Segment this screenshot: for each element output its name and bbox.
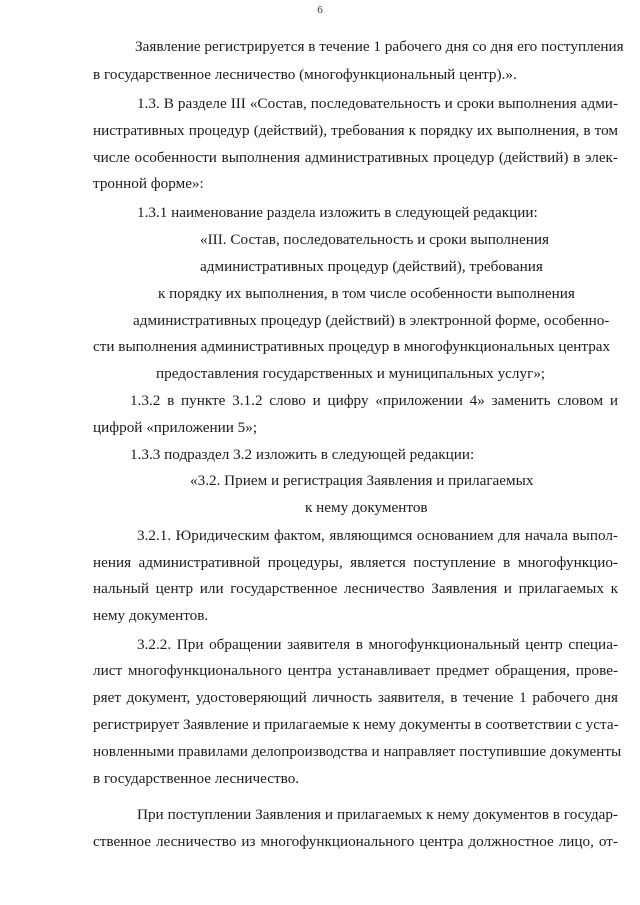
page-number: 6 (317, 4, 323, 16)
quoted-heading-line: сти выполнения административных процедур в многофункциональных центрах (93, 338, 611, 355)
quoted-heading-line: «3.2. Прием и регистрация Заявления и прилагаемых (190, 472, 534, 489)
text-line: ряет документ, удостоверяющий личность заявителя, в течение 1 рабочего дня (93, 689, 618, 706)
text-line: нему документов. (93, 607, 209, 624)
quoted-heading-line: «III. Состав, последовательность и сроки выполнения (200, 231, 549, 248)
text-line: 1.3.1 наименование раздела изложить в следующей редакции: (137, 204, 538, 221)
text-line: тронной форме»: (93, 175, 204, 192)
text-line: ственное лесничество из многофункционального центра должностное лицо, от- (93, 833, 618, 850)
text-line: в государственное лесничество. (93, 770, 300, 787)
quoted-heading-line: административных процедур (действий) в электронной форме, особенно- (133, 312, 610, 329)
text-line: 3.2.2. При обращении заявителя в многофункциональный центр специа- (137, 636, 618, 653)
quoted-heading-line: к нему документов (305, 499, 428, 516)
text-line: регистрирует Заявление и прилагаемые к нему документы в соответствии с уста- (93, 716, 619, 733)
text-line: числе особенности выполнения административных процедур (действий) в элек- (93, 149, 618, 166)
quoted-heading-line: к порядку их выполнения, в том числе особенности выполнения (158, 285, 575, 302)
text-line: Заявление регистрируется в течение 1 рабочего дня со дня его поступления (135, 38, 624, 55)
text-line: новленными правилами делопроизводства и направляет поступившие документы (93, 743, 622, 760)
quoted-heading-line: предоставления государственных и муниципальных услуг»; (156, 365, 546, 382)
text-line: лист многофункционального центра устанавливает предмет обращения, прове- (93, 662, 618, 679)
text-line: в государственное лесничество (многофункциональный центр).». (93, 66, 517, 83)
text-line: 1.3.3 подраздел 3.2 изложить в следующей редакции: (130, 446, 475, 463)
text-line: 3.2.1. Юридическим фактом, являющимся основанием для начала выпол- (137, 527, 618, 544)
text-line: 1.3. В разделе III «Состав, последовательность и сроки выполнения адми- (137, 95, 618, 112)
text-line: нения административной процедуры, является поступление в многофункцио- (93, 554, 618, 571)
text-line: нальный центр или государственное лесничество Заявления и прилагаемых к (93, 580, 618, 597)
text-line: цифрой «приложении 5»; (93, 419, 258, 436)
quoted-heading-line: административных процедур (действий), требования (200, 258, 543, 275)
text-line: нистративных процедур (действий), требования к порядку их выполнения, в том (93, 122, 618, 139)
text-line: При поступлении Заявления и прилагаемых к нему документов в государ- (137, 806, 618, 823)
text-line: 1.3.2 в пункте 3.1.2 слово и цифру «приложении 4» заменить словом и (130, 392, 618, 409)
